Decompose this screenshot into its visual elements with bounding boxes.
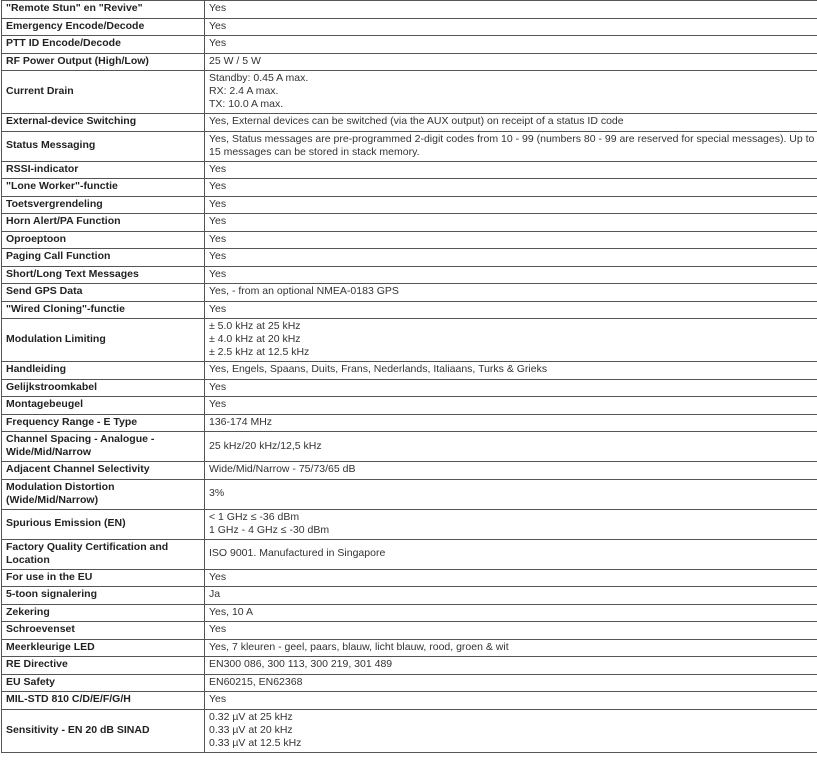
spec-value-line: Yes [209,267,227,280]
spec-value [205,692,817,710]
spec-value [205,509,817,539]
spec-value-line: 25 W / 5 W [209,54,261,67]
spec-value [205,114,817,132]
spec-value [205,569,817,587]
table-row [2,249,817,267]
table-row [2,18,817,36]
spec-value-line: Yes [209,232,227,245]
spec-label: PTT ID Encode/Decode [2,36,205,54]
spec-label: RE Directive [2,657,205,675]
spec-label: Send GPS Data [2,284,205,302]
table-row [2,622,817,640]
spec-value-line: 136-174 MHz [209,415,273,428]
spec-value-line: Yes, 7 kleuren - geel, paars, blauw, licht blauw, rood, groen & wit [209,640,509,653]
table-row [2,266,817,284]
spec-value [205,301,817,319]
spec-value-line: Yes [209,623,227,636]
spec-value [205,131,817,161]
spec-value-line: Yes [209,398,227,411]
spec-label: "Remote Stun" en "Revive" [2,1,205,19]
spec-value-line: Yes [209,302,227,315]
spec-value [205,18,817,36]
spec-value-line: Ja [209,588,221,601]
spec-label: 5-toon signalering [2,587,205,605]
table-row [2,114,817,132]
table-row [2,692,817,710]
spec-value-line: Yes [209,250,227,263]
spec-value-line: Wide/Mid/Narrow - 75/73/65 dB [209,463,356,476]
spec-label: Frequency Range - E Type [2,414,205,432]
spec-label: EU Safety [2,674,205,692]
spec-value [205,379,817,397]
spec-label: "Lone Worker"-functie [2,179,205,197]
table-row [2,462,817,480]
spec-value-line: 0.33 µV at 20 kHz [209,723,293,736]
spec-label: "Wired Cloning"-functie [2,301,205,319]
spec-value [205,639,817,657]
spec-label: Channel Spacing - Analogue - Wide/Mid/Narrow [2,432,205,462]
spec-value [205,622,817,640]
spec-value [205,71,817,114]
spec-label: Paging Call Function [2,249,205,267]
spec-label: Short/Long Text Messages [2,266,205,284]
spec-value [205,284,817,302]
spec-value-line: Yes [209,197,227,210]
spec-label: Modulation Limiting [2,319,205,362]
spec-value-line: Yes, External devices can be switched (via the AUX output) on receipt of a status ID code [209,115,624,128]
spec-label: Montagebeugel [2,397,205,415]
spec-value [205,1,817,19]
spec-label: Emergency Encode/Decode [2,18,205,36]
spec-value-line: ± 2.5 kHz at 12.5 kHz [209,346,310,358]
spec-value-line: Yes [209,570,227,583]
spec-value [205,319,817,362]
spec-value-line: Yes [209,37,227,50]
spec-label: Spurious Emission (EN) [2,509,205,539]
spec-label: RSSI-indicator [2,161,205,179]
spec-label: Toetsvergrendeling [2,196,205,214]
table-row [2,587,817,605]
spec-value [205,397,817,415]
table-row [2,674,817,692]
spec-value-line: Yes [209,693,227,706]
spec-label: For use in the EU [2,569,205,587]
spec-label: External-device Switching [2,114,205,132]
table-row [2,569,817,587]
spec-value [205,674,817,692]
spec-value-line: 0.33 µV at 12.5 kHz [209,736,302,749]
spec-value-line: Yes, Status messages are pre-programmed 2-digit codes from 10 - 99 (numbers 80 - 99 are reserved for special messages). Up to 15 messages can be stored in stack memory. [209,132,815,158]
spec-value-line: EN60215, EN62368 [209,675,303,688]
table-row [2,639,817,657]
spec-value [205,196,817,214]
spec-table-body [2,1,817,753]
spec-value-line: 3% [209,487,225,499]
spec-label: Adjacent Channel Selectivity [2,462,205,480]
spec-value [205,604,817,622]
spec-label: Oproeptoon [2,231,205,249]
spec-value-line: Yes [209,180,227,193]
spec-value [205,587,817,605]
spec-value [205,432,817,462]
spec-label: Gelijkstroomkabel [2,379,205,397]
table-row [2,379,817,397]
spec-value-line: Standby: 0.45 A max. [209,72,309,84]
spec-value [205,657,817,675]
table-row [2,539,817,569]
spec-value [205,362,817,380]
spec-value-line: ± 4.0 kHz at 20 kHz [209,333,301,345]
table-row [2,196,817,214]
table-row [2,604,817,622]
table-row [2,301,817,319]
spec-table [1,0,817,753]
spec-label: MIL-STD 810 C/D/E/F/G/H [2,692,205,710]
spec-value-line: 0.32 µV at 25 kHz [209,710,293,723]
table-row [2,479,817,509]
spec-value [205,214,817,232]
spec-value-line: ISO 9001. Manufactured in Singapore [209,547,386,559]
table-row [2,709,817,752]
spec-value-line: Yes [209,19,227,32]
spec-value-line: Yes [209,2,227,15]
spec-value [205,179,817,197]
spec-value-line: RX: 2.4 A max. [209,85,279,97]
spec-value-line: EN300 086, 300 113, 300 219, 301 489 [209,658,393,671]
spec-value-line: 25 kHz/20 kHz/12,5 kHz [209,439,322,452]
spec-value-line: ± 5.0 kHz at 25 kHz [209,320,301,332]
spec-value [205,462,817,480]
spec-value-line: Yes [209,162,227,175]
table-row [2,362,817,380]
spec-value [205,161,817,179]
spec-value-line: 1 GHz - 4 GHz ≤ -30 dBm [209,523,330,536]
table-row [2,179,817,197]
spec-value [205,266,817,284]
spec-value-line: Yes, 10 A [209,605,253,618]
spec-label: Modulation Distortion (Wide/Mid/Narrow) [2,479,205,509]
table-row [2,657,817,675]
spec-value [205,414,817,432]
table-row [2,1,817,19]
spec-label: Schroevenset [2,622,205,640]
spec-value-line: Yes, Engels, Spaans, Duits, Frans, Nederlands, Italiaans, Turks & Grieks [209,363,548,376]
table-row [2,131,817,161]
spec-value [205,231,817,249]
spec-value [205,53,817,71]
spec-label: Meerkleurige LED [2,639,205,657]
table-row [2,36,817,54]
table-row [2,319,817,362]
spec-label: Handleiding [2,362,205,380]
spec-label: Status Messaging [2,131,205,161]
spec-label: Factory Quality Certification and Location [2,539,205,569]
spec-value [205,479,817,509]
spec-value-line: Yes [209,380,227,393]
spec-label: Sensitivity - EN 20 dB SINAD [2,709,205,752]
table-row [2,284,817,302]
spec-value-line: Yes, - from an optional NMEA-0183 GPS [209,285,399,298]
table-row [2,432,817,462]
table-row [2,161,817,179]
spec-value-line: < 1 GHz ≤ -36 dBm [209,510,300,523]
table-row [2,71,817,114]
table-row [2,414,817,432]
spec-value [205,36,817,54]
table-row [2,231,817,249]
spec-value [205,249,817,267]
spec-label: Zekering [2,604,205,622]
table-row [2,509,817,539]
table-row [2,53,817,71]
spec-value-line: TX: 10.0 A max. [209,98,284,110]
spec-label: Current Drain [2,71,205,114]
table-row [2,214,817,232]
spec-value-line: Yes [209,215,227,228]
spec-label: RF Power Output (High/Low) [2,53,205,71]
spec-label: Horn Alert/PA Function [2,214,205,232]
table-row [2,397,817,415]
spec-value [205,539,817,569]
spec-value [205,709,817,752]
